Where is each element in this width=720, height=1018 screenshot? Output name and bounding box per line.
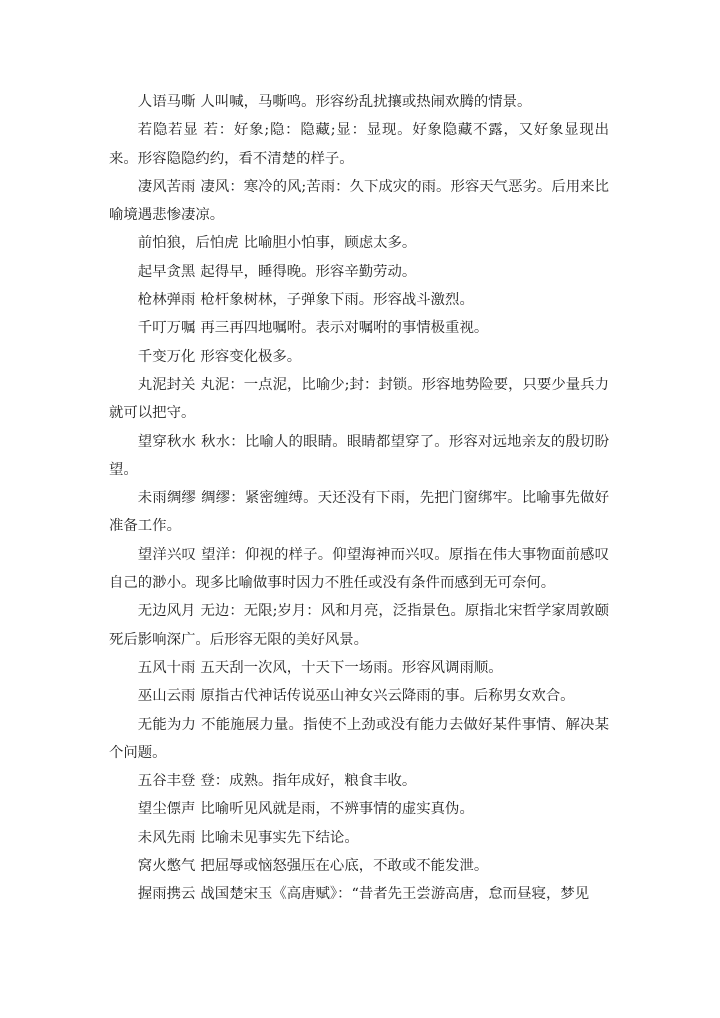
idiom-entry xyxy=(109,428,609,485)
idiom-entry xyxy=(109,173,609,230)
idiom-definition: 比喻听见风就是雨，不辨事情的虚实真伪。 xyxy=(200,801,474,818)
idiom-entry xyxy=(109,654,609,682)
idiom-definition: 若：好象;隐：隐藏;显：显现。好象隐藏不露，又好象显现出来。形容隐隐约约，看不清楚的样子。 xyxy=(109,122,609,167)
idiom-entry xyxy=(109,880,609,908)
idiom-entry xyxy=(109,824,609,852)
idiom-entry xyxy=(109,286,609,314)
idiom-definition: 起得早，睡得晚。形容辛勤劳动。 xyxy=(200,263,417,280)
idiom-term: 无边风月 xyxy=(137,603,196,620)
idiom-entry xyxy=(109,597,609,654)
idiom-entry xyxy=(109,371,609,428)
idiom-term: 千变万化 xyxy=(137,348,196,365)
idiom-term: 起早贪黑 xyxy=(137,263,196,280)
idiom-entry xyxy=(109,258,609,286)
idiom-entry xyxy=(109,682,609,710)
idiom-definition: 秋水：比喻人的眼睛。眼睛都望穿了。形容对远地亲友的殷切盼望。 xyxy=(109,433,609,478)
idiom-term: 五谷丰登 xyxy=(137,773,196,790)
idiom-term: 望洋兴叹 xyxy=(137,546,197,563)
idiom-entry xyxy=(109,229,609,257)
idiom-definition: 凄风：寒冷的风;苦雨：久下成灾的雨。形容天气恶劣。后用来比喻境遇悲惨凄凉。 xyxy=(109,178,609,224)
idiom-definition: 战国楚宋玉《高唐赋》：“昔者先王尝游高唐，怠而昼寝，梦见 xyxy=(200,886,590,903)
idiom-entry xyxy=(109,852,609,880)
idiom-term: 枪林弹雨 xyxy=(137,292,196,309)
idiom-term: 望穿秋水 xyxy=(137,433,197,450)
idiom-entry xyxy=(109,88,609,116)
idiom-term: 五风十雨 xyxy=(137,659,196,676)
idiom-definition: 无边：无限;岁月：风和月亮，泛指景色。原指北宋哲学家周敦颐死后影响深广。后形容无限的美好风景。 xyxy=(109,603,609,648)
idiom-definition: 枪杆象树林，子弹象下雨。形容战斗激烈。 xyxy=(200,292,474,309)
idiom-entry xyxy=(109,767,609,795)
idiom-term: 人语马嘶 xyxy=(137,94,196,110)
idiom-term: 丸泥封关 xyxy=(137,376,196,393)
document-page xyxy=(109,88,609,909)
idiom-term: 窝火憋气 xyxy=(137,858,196,875)
idiom-entry xyxy=(109,343,609,371)
idiom-entry xyxy=(109,116,609,173)
idiom-entry xyxy=(109,314,609,342)
idiom-definition: 登：成熟。指年成好，粮食丰收。 xyxy=(200,773,417,790)
idiom-entry xyxy=(109,541,609,598)
idiom-entry xyxy=(109,484,609,541)
idiom-term: 凄风苦雨 xyxy=(137,178,196,195)
idiom-term: 千叮万嘱 xyxy=(137,320,196,337)
idiom-definition: 把屈辱或恼怒强压在心底，不敢或不能发泄。 xyxy=(200,858,489,875)
idiom-term: 握雨携云 xyxy=(137,886,196,903)
idiom-definition: 绸缪：紧密缠缚。天还没有下雨，先把门窗绑牢。比喻事先做好准备工作。 xyxy=(109,490,609,535)
idiom-definition: 望洋：仰视的样子。仰望海神而兴叹。原指在伟大事物面前感叹自己的渺小。现多比喻做事时因力不胜任或没有条件而感到无可奈何。 xyxy=(109,546,609,592)
idiom-term: 望尘僄声 xyxy=(137,801,196,818)
idiom-term: 若隐若显 xyxy=(137,122,199,139)
idiom-term: 未风先雨 xyxy=(137,829,196,846)
idiom-definition: 人叫喊，马嘶鸣。形容纷乱扰攘或热闹欢腾的情景。 xyxy=(200,94,532,110)
idiom-definition: 不能施展力量。指使不上劲或没有能力去做好某件事情、解决某个问题。 xyxy=(109,716,609,761)
idiom-definition: 丸泥：一点泥，比喻少;封：封锁。形容地势险要，只要少量兵力就可以把守。 xyxy=(109,376,609,422)
idiom-definition: 比喻未见事实先下结论。 xyxy=(200,829,359,846)
idiom-definition: 形容变化极多。 xyxy=(200,348,302,365)
idiom-term: 无能为力 xyxy=(137,716,197,733)
idiom-definition: 原指古代神话传说巫山神女兴云降雨的事。后称男女欢合。 xyxy=(200,688,575,705)
idiom-definition: 五天刮一次风，十天下一场雨。形容风调雨顺。 xyxy=(200,659,503,676)
idiom-entry xyxy=(109,711,609,768)
idiom-definition: 比喻胆小怕事，顾虑太多。 xyxy=(243,235,417,252)
idiom-definition: 再三再四地嘱咐。表示对嘱咐的事情极重视。 xyxy=(200,320,489,337)
idiom-term: 前怕狼，后怕虎 xyxy=(137,235,239,252)
idiom-term: 未雨绸缪 xyxy=(137,490,197,507)
idiom-term: 巫山云雨 xyxy=(137,688,196,705)
idiom-entry xyxy=(109,795,609,823)
